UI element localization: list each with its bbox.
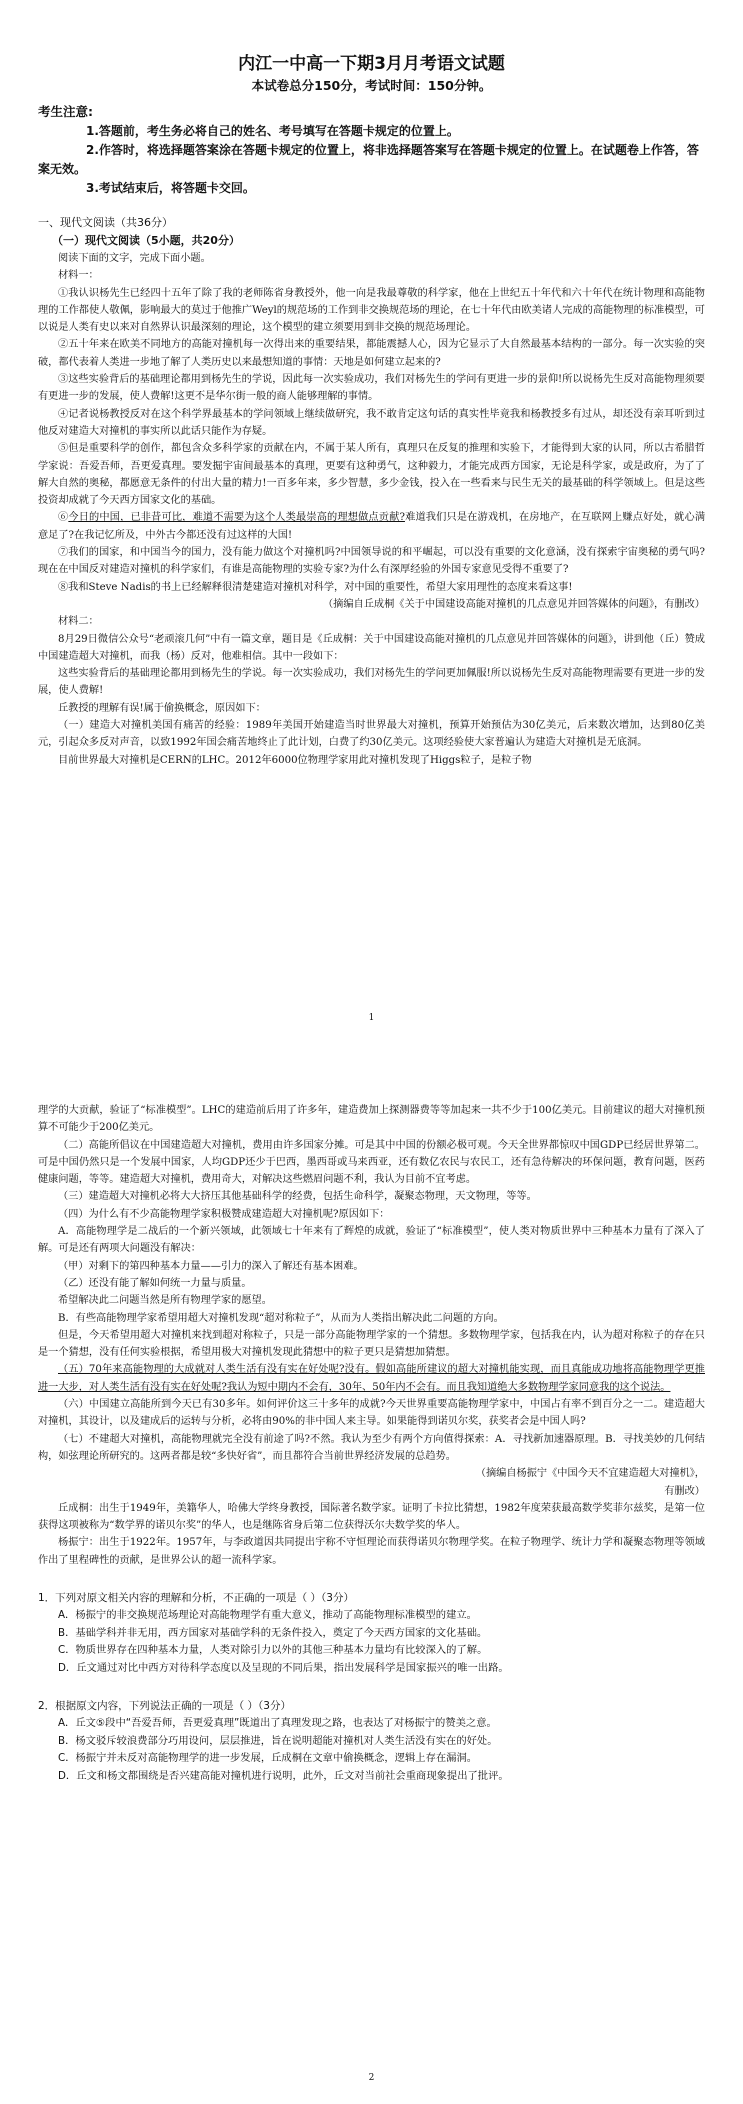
subsection-heading: （一）现代文阅读（5小题，共20分） (52, 234, 240, 247)
question-1-stem: 1．下列对原文相关内容的理解和分析，不正确的一项是（ ）（3分） (38, 1592, 354, 1605)
paragraph: （一）建造大对撞机美国有痛苦的经验：1989年美国开始建造当时世界最大对撞机，预算开始预估为30亿美元，后来数次增加，达到80亿美元，引起众多反对声音，以致1992年国会痛苦地终止了此计划，白费了约30亿美元。这项经验使大家普遍认为建造大对撞机是无底洞。 (38, 720, 705, 749)
question-2-option-b: B．杨文驳斥较浪费部分巧用设问，层层推进，旨在说明超能对撞机对人类生活没有实在的好处。 (58, 1734, 498, 1747)
question-1-option-c: C．物质世界存在四种基本力量，人类对除引力以外的其他三种基本力量均有比较深入的了解。 (58, 1644, 488, 1657)
question-2-option-c: C．杨振宁并未反对高能物理学的进一步发展，丘成桐在文章中偷换概念，逻辑上存在漏洞。 (58, 1752, 478, 1765)
source-citation: （摘编自杨振宁《中国今天不宜建造超大对撞机》， (475, 1468, 705, 1480)
page-number: 1 (368, 1013, 375, 1023)
paragraph: 但是，今天希望用超大对撞机来找到超对称粒子，只是一部分高能物理学家的一个猜想。多数物理学家，包括我在内，认为超对称粒子的存在只是一个猜想，没有任何实验根据，希望用极大对撞机发现此猜想中的粒子更只是猜想加猜想。 (38, 1329, 705, 1359)
paragraph: （六）中国建立高能所到今天已有30多年。如何评价这三十多年的成就?今天世界重要高能物理学家中，中国占有率不到百分之一二。建造超大对撞机，其设计，以及建成后的运转与分析，必将由90%的非中国人来主导。如果能得到诺贝尔奖，获奖者会是中国人吗? (38, 1399, 705, 1428)
paragraph: ⑧我和Steve Nadis的书上已经解释很清楚建造对撞机对科学，对中国的重要性，希望大家用理性的态度来看这事! (58, 581, 573, 593)
paragraph: （三）建造超大对撞机必将大大挤压其他基础科学的经费，包括生命科学，凝聚态物理，天文物理，等等。 (58, 1191, 537, 1203)
paragraph: A．高能物理学是二战后的一个新兴领域，此领域七十年来有了辉煌的成就，验证了“标准模型”，使人类对物质世界中三种基本力量有了深入了解。可是还有两项大问题没有解决： (38, 1226, 705, 1255)
material-two-label: 材料二： (58, 616, 99, 628)
source-citation-tail: 有删改） (664, 1485, 705, 1497)
question-2-option-d: D．丘文和杨文都围绕是否兴建高能对撞机进行说明，此外，丘文对当前社会重商现象提出了批评。 (58, 1769, 509, 1782)
paragraph: ③这些实验背后的基础理论都用到杨先生的学说，因此每一次实验成功，我们对杨先生的学问有更进一步的景仰!所以说杨先生反对高能物理须要有更进一步的发展，使人费解!这更不是华尔街一般的商人能够理解的事情。 (38, 374, 705, 403)
paragraph: 8月29日微信公众号“老顽滚几何”中有一篇文章，题目是《丘成桐：关于中国建设高能对撞机的几点意见并回答媒体的问题》，讲到他（丘）赞成中国建造超大对撞机，而我（杨）反对，他难相信。其中一段如下： (38, 633, 705, 662)
paragraph: ④记者说杨教授反对在这个科学界最基本的学问领域上继续做研究，我不敢肯定这句话的真实性毕竟我和杨教授多有过从，却还没有亲耳听到过他反对建造大对撞机的事实所以此话只能作为存疑。 (38, 408, 705, 437)
question-1-option-b: B．基础学科并非无用，西方国家对基础学科的无条件投入，奠定了今天西方国家的文化基础。 (58, 1626, 488, 1639)
paragraph: ②五十年来在欧美不同地方的高能对撞机每一次得出来的重要结果，都能震撼人心，因为它显示了大自然最基本结构的一部分。每一次实验的突破，都代表着人类进一步地了解了人类历史以来最想知道的事情：天地是如何建立起来的? (38, 339, 705, 368)
paragraph: ⑤但是重要科学的创作，都包含众多科学家的贡献在内，不属于某人所有，真理只在反复的推理和实验下，才能得到大家的认同，所以古希腊哲学家说：吾爱吾师，吾更爱真理。要发掘宇宙间最基本的真理，更要有这种勇气，这种毅力，才能完成西方国家，无论是科学家，或是政府，为了了解大自然的奥秘，都愿意无条件的付出大量的精力!一百多年来，多少智慧，多少金钱，投入在一些看来与民生无关的最基础的科学领域上。但是这些投资却成就了今天西方国家文化的基础。 (38, 443, 705, 507)
paragraph: （七）不建超大对撞机，高能物理就完全没有前途了吗?不然。我认为至少有两个方向值得探索：A．寻找新加速器原理。B．寻找美妙的几何结构，如弦理论所研究的。这两者都是较“多快好省”，而且都符合当前世界经济发展的总趋势。 (38, 1433, 705, 1462)
paragraph: （四）为什么有不少高能物理学家积极赞成建造超大对撞机呢?原因如下： (58, 1208, 390, 1220)
paragraph: 理学的大贡献，验证了“标准模型”。LHC的建造前后用了许多年，建造费加上探测器费等等加起来一共不少于100亿美元。目前建议的超大对撞机预算不可能少于200亿美元。 (38, 1105, 705, 1134)
paragraph: ⑦我们的国家，和中国当今的国力，没有能力做这个对撞机吗?中国领导说的和平崛起，可以没有重要的文化意涵，没有探索宇宙奥秘的勇气吗?现在在中国反对建造对撞机的科学家们，有谁是高能物理的实验专家?为什么有深厚经验的外国专家意见受得不重要了? (38, 547, 705, 576)
paragraph: （甲）对剩下的第四种基本力量——引力的深入了解还有基本困难。 (58, 1260, 364, 1272)
paragraph: 目前世界最大对撞机是CERN的LHC。2012年6000位物理学家用此对撞机发现了Higgs粒子，是粒子物 (58, 754, 532, 766)
underlined-paragraph: （五）70年来高能物理的大成就对人类生活有没有实在好处呢?没有。假如高能所建议的超大对撞机能实现，而且真能成功地将高能物理学更推进一大步，对人类生活有没有实在好处呢?我认为短中期内不会有，30年、50年内不会有。而且我知道绝大多数物理学家同意我的这个说法。 (38, 1364, 705, 1393)
page-number: 2 (368, 2073, 375, 2083)
section-heading: 一、现代文阅读（共36分） (38, 216, 173, 229)
exam-subtitle: 本试卷总分150分，考试时间：150分钟。 (251, 78, 492, 93)
paragraph: （二）高能所倡议在中国建造超大对撞机，费用由许多国家分摊。可是其中中国的份额必极可观。今天全世界都惊叹中国GDP已经居世界第二。可是中国仍然只是一个发展中国家，人均GDP还少于巴西，墨西哥或马来西亚，还有数亿农民与农民工，还有急待解决的环保问题，教育问题，医药健康问题，等等。建造超大对撞机，费用奇大，对解决这些燃眉问题不利，我认为目前不宜考虑。 (38, 1139, 705, 1186)
paragraph: （乙）还没有能了解如何统一力量与质量。 (58, 1277, 252, 1289)
question-2-stem: 2．根据原文内容，下列说法正确的一项是（ ）（3分） (38, 1700, 291, 1713)
paragraph: B．有些高能物理学家希望用超大对撞机发现“超对称粒子”，从而为人类指出解决此二问题的方向。 (58, 1312, 504, 1324)
notice-item: 1.答题前，考生务必将自己的姓名、考号填写在答题卡规定的位置上。 (86, 124, 459, 138)
page-one (38, 52, 705, 769)
question-1-option-a: A．杨振宁的非交换规范场理论对高能物理学有重大意义，推动了高能物理标准模型的建立。 (58, 1609, 477, 1622)
paragraph: ①我认识杨先生已经四十五年了除了我的老师陈省身教授外，他一向是我最尊敬的科学家，他在上世纪五十年代和六十年代在统计物理和高能物理的工作都使人敬佩，影响最大的莫过于他推广Weyl的规范场的工作到非交换规范场的理论，在七十年代由欧美诸人完成的高能物理的标准模型，可以说是人类有史以来对自然界认识最深刻的理论，这个模型的建立须要用到非交换的规范场理论。 (38, 287, 705, 334)
instruction: 阅读下面的文字，完成下面小题。 (58, 253, 211, 264)
question-2-option-a: A．丘文⑤段中“吾爱吾师，吾更爱真理”既道出了真理发现之路，也表达了对杨振宁的赞美之意。 (58, 1717, 497, 1730)
underlined-sentence: 今日的中国，已非昔可比，难道不需要为这个人类最崇高的理想做点贡献? (68, 512, 405, 524)
question-1-option-d: D．丘文通过对比中西方对待科学态度以及呈现的不同后果，指出发展科学是国家振兴的唯一出路。 (58, 1661, 509, 1674)
notice-item: 2.作答时，将选择题答案涂在答题卡规定的位置上，将非选择题答案写在答题卡规定的位置上。在试题卷上作答，答案无效。 (38, 143, 699, 176)
paragraph: 希望解决此二问题当然是所有物理学家的愿望。 (58, 1295, 272, 1307)
paragraph-six: ⑥今日的中国，已非昔可比，难道不需要为这个人类最崇高的理想做点贡献?难道我们只是在游戏机，在房地产，在互联网上赚点好处，就心满意足了?在我记忆所及，中外古今都还没有过这样的大国! (38, 512, 706, 541)
bio-paragraph: 杨振宁：出生于1922年。1957年，与李政道因共同提出宇称不守恒理论而获得诺贝尔物理学奖。在粒子物理学、统计力学和凝聚态物理等领域作出了里程碑性的贡献，是世界公认的超一流科学家。 (38, 1537, 705, 1566)
page-two (38, 1102, 705, 1785)
bio-paragraph: 丘成桐：出生于1949年，美籍华人，哈佛大学终身教授，国际著名数学家。证明了卡拉比猜想，1982年度荣获最高数学奖菲尔兹奖，是第一位获得这项被称为“数学界的诺贝尔奖”的华人，也是继陈省身后第二位获得沃尔夫数学奖的华人。 (38, 1502, 705, 1532)
paragraph: 丘教授的理解有误!属于偷换概念，原因如下： (58, 702, 266, 714)
source-citation: （摘编自丘成桐《关于中国建设高能对撞机的几点意见并回答媒体的问题》，有删改） (322, 598, 705, 610)
material-one-label: 材料一： (58, 270, 99, 282)
exam-title: 内江一中高一下期3月月考语文试题 (238, 54, 505, 74)
notice-item: 3.考试结束后，将答题卡交回。 (86, 181, 255, 195)
quote-paragraph: 这些实验背后的基础理论都用到杨先生的学说。每一次实验成功，我们对杨先生的学问更加佩服!所以说杨先生反对高能物理需要有更进一步的发展，使人费解! (38, 668, 705, 697)
notice-heading: 考生注意: (38, 104, 93, 119)
